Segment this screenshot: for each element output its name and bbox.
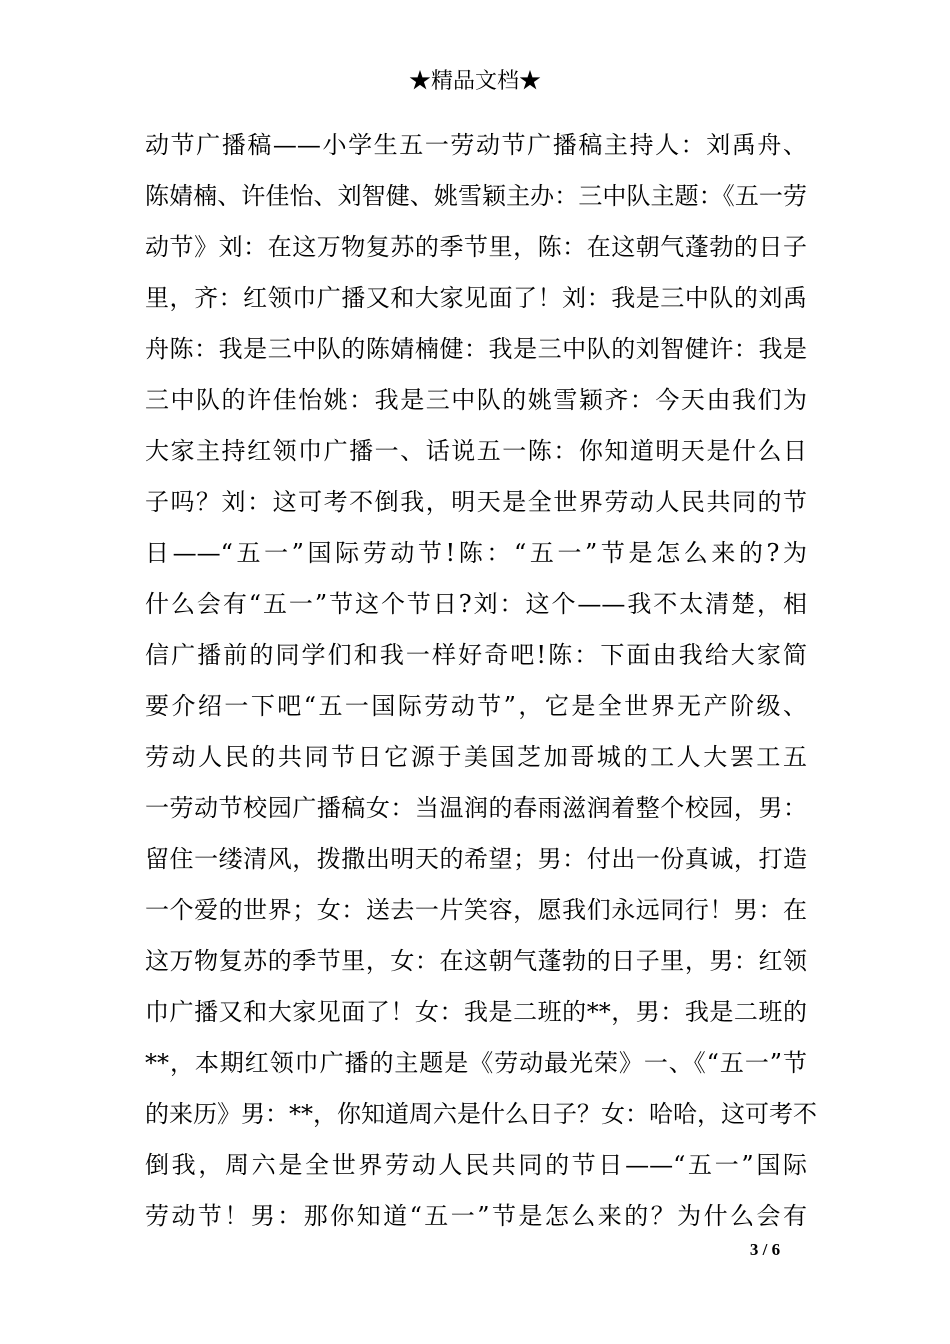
text-line: 巾广播又和大家见面了！女：我是二班的**，男：我是二班的 [145,998,807,1026]
text-line: 日——“五一”国际劳动节!陈：“五一”节是怎么来的?为 [145,539,807,567]
text-line: 一劳动节校园广播稿女：当温润的春雨滋润着整个校园，男： [145,794,807,822]
text-line: 大家主持红领巾广播一、话说五一陈：你知道明天是什么日 [145,437,807,465]
text-line: 里，齐：红领巾广播又和大家见面了！刘：我是三中队的刘禹 [145,284,807,312]
text-line: 这万物复苏的季节里，女：在这朝气蓬勃的日子里，男：红领 [145,947,807,975]
text-line: 倒我，周六是全世界劳动人民共同的节日——“五一”国际 [145,1151,807,1179]
text-line: 的来历》男：**，你知道周六是什么日子？女：哈哈，这可考不 [145,1100,817,1128]
text-line: 子吗？刘：这可考不倒我，明天是全世界劳动人民共同的节 [145,488,807,516]
text-line: 陈婧楠、许佳怡、刘智健、姚雪颖主办：三中队主题：《五一劳 [145,182,807,210]
text-line: **，本期红领巾广播的主题是《劳动最光荣》一、《“五一”节 [145,1049,807,1077]
text-line: 什么会有“五一”节这个节日?刘：这个——我不太清楚，相 [145,590,807,618]
text-line: 劳动人民的共同节日它源于美国芝加哥城的工人大罢工五 [145,743,807,771]
text-line: 留住一缕清风，拨撒出明天的希望；男：付出一份真诚，打造 [145,845,807,873]
text-line: 一个爱的世界；女：送去一片笑容，愿我们永远同行！男：在 [145,896,807,924]
text-line: 劳动节！男：那你知道“五一”节是怎么来的？为什么会有 [145,1202,807,1230]
page-number: 3 / 6 [749,1240,781,1259]
text-line: 三中队的许佳怡姚：我是三中队的姚雪颖齐：今天由我们为 [145,386,807,414]
document-body [145,120,817,1242]
text-line: 要介绍一下吧“五一国际劳动节”，它是全世界无产阶级、 [145,692,807,720]
document-header: ★精品文档★ [408,69,541,94]
text-line: 信广播前的同学们和我一样好奇吧!陈：下面由我给大家简 [145,641,807,669]
text-line: 动节广播稿——小学生五一劳动节广播稿主持人：刘禹舟、 [145,131,807,159]
text-line: 舟陈：我是三中队的陈婧楠健：我是三中队的刘智健许：我是 [145,335,807,363]
text-line: 动节》刘：在这万物复苏的季节里，陈：在这朝气蓬勃的日子 [145,233,807,261]
